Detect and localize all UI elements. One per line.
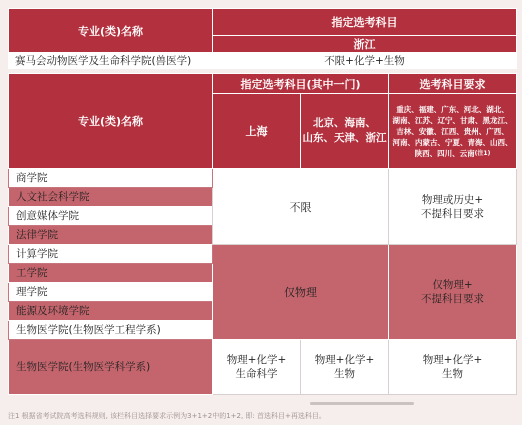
t2-group2-header: 选考科目要求 [389,74,517,94]
list-item: 法律学院 [9,226,213,245]
list-item: 工学院 [9,264,213,283]
province-requirement-table [8,73,517,395]
t2-other-provinces-header: 重庆、福建、广东、河北、湖北、 湖南、江苏、辽宁、甘肃、黑龙江、 吉林、安徽、江西、贵州、广西、 河南、内蒙古、宁夏、青海、山西、 陕西、四川、云南$^{(注1)}$ [389,94,517,169]
group-a-mid: 不限 [213,169,389,245]
zhejiang-requirement-table [8,8,517,69]
group-c-other: 物理+化学+ 生物 [389,340,517,395]
list-item: 生物医学院(生物医学工程学系) [9,321,213,340]
list-item: 理学院 [9,283,213,302]
t2-major-header: 专业(类)名称 [9,74,213,169]
group-b-right: 仅物理+ 不提科目要求 [389,245,517,340]
t1-requirement: 不限+化学+生物 [213,53,517,69]
horizontal-scrollbar[interactable] [310,402,414,405]
group-c-beijing: 物理+化学+ 生物 [301,340,389,395]
t1-major-header: 专业(类)名称 [9,9,213,53]
list-item: 生物医学院(生物医学科学系) [9,340,213,395]
t2-beijing-group-header: 北京、海南、 山东、天津、浙江 [301,94,389,169]
list-item: 商学院 [9,169,213,188]
note-ref: (注1) [474,149,491,157]
group-a-right: 物理或历史+ 不提科目要求 [389,169,517,245]
list-item: 创意媒体学院 [9,207,213,226]
t1-subject-header: 指定选考科目 [213,9,517,36]
list-item: 人文社会科学院 [9,188,213,207]
list-item: 计算学院 [9,245,213,264]
t2-shanghai-header: 上海 [213,94,301,169]
group-b-mid: 仅物理 [213,245,389,340]
t1-major-name: 赛马会动物医学及生命科学院(兽医学) [9,53,213,69]
list-item: 能源及环境学院 [9,302,213,321]
group-c-shanghai: 物理+化学+ 生命科学 [213,340,301,395]
t2-group1-header: 指定选考科目(其中一门) [213,74,389,94]
t1-province-header: 浙江 [213,36,517,53]
footnote: 注1 根据省考试院高考选科规则, 该栏科目选择要求示例为3+1+2中的1+2, 即: 首选科目+再选科目。 [8,412,326,420]
